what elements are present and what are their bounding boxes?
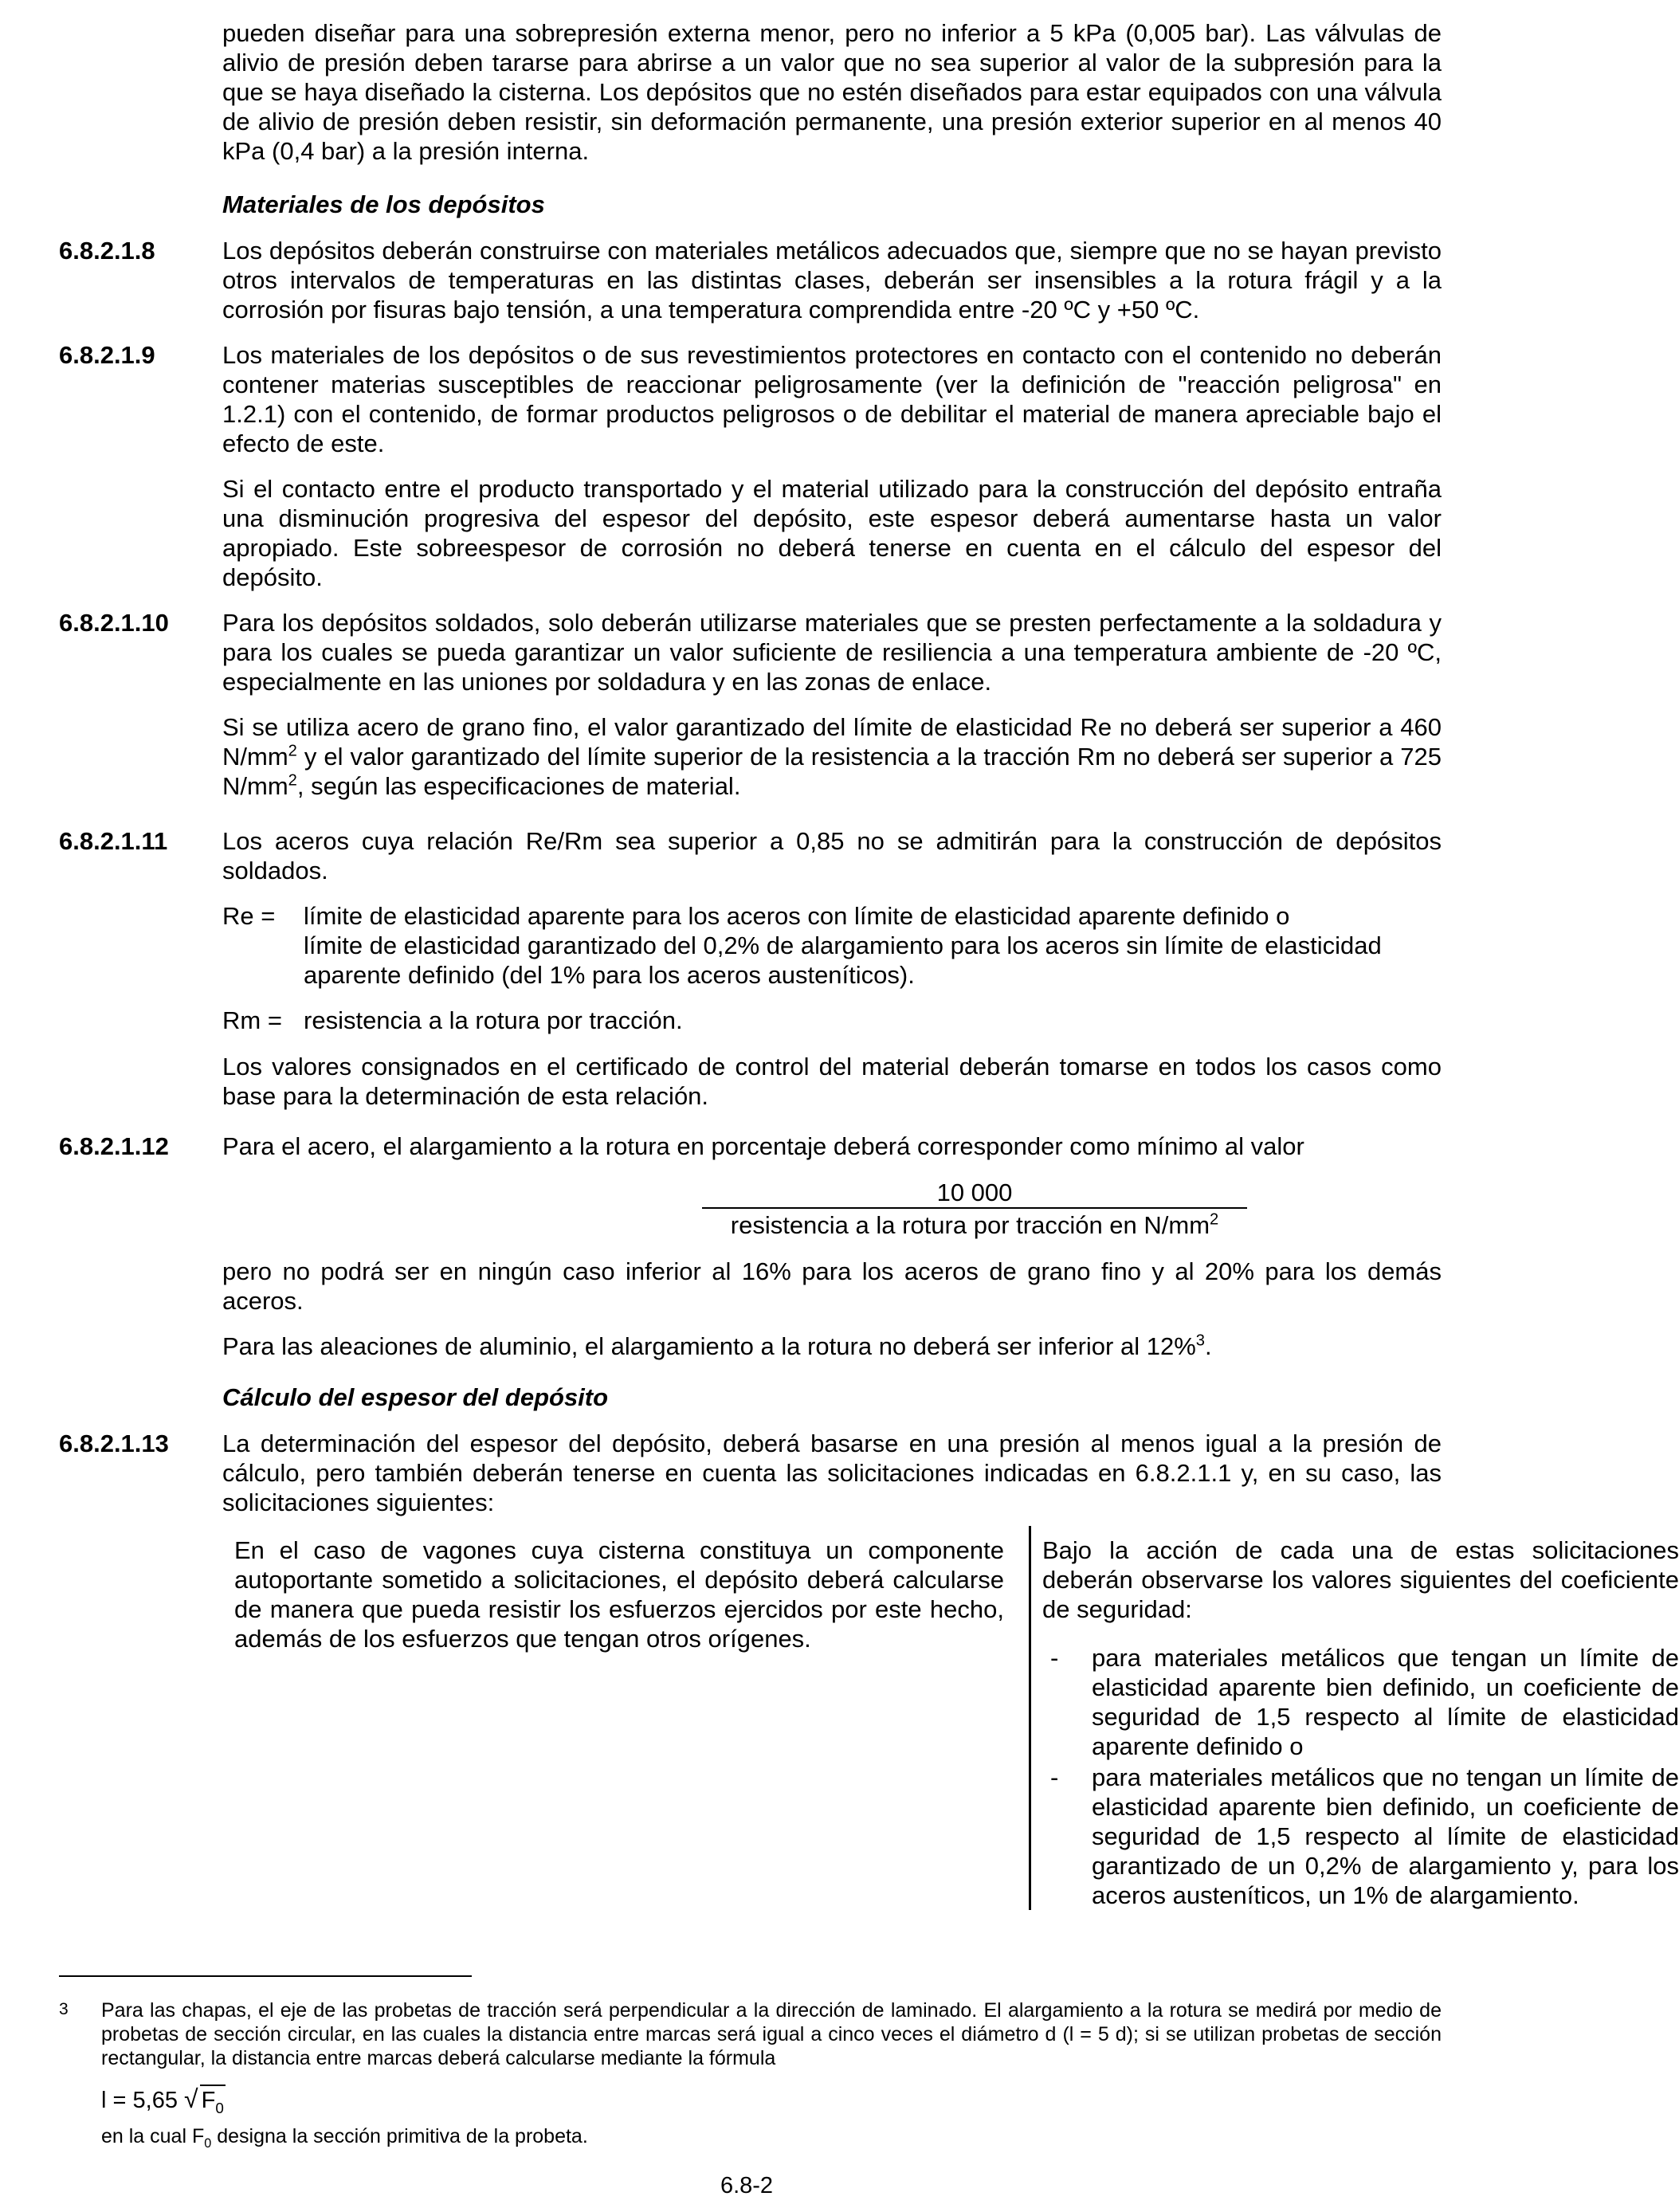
section-11-body-last bbox=[222, 1052, 1442, 1111]
section-heading-materiales: Materiales de los depósitos bbox=[222, 190, 545, 218]
section-10-p2-part-c: , según las especificaciones de material. bbox=[296, 772, 741, 800]
definition-term-rm: Rm = bbox=[222, 1006, 282, 1034]
footnote-tail-b: designa la sección primitiva de la probeta. bbox=[211, 2125, 588, 2147]
bullet-dash: - bbox=[1050, 1644, 1059, 1672]
section-10-paragraph-2 bbox=[222, 712, 1442, 801]
section-12-paragraph-3 bbox=[222, 1332, 1442, 1361]
section-10-p2-part-a: Si se utiliza acero de grano fino, el valor garantizado del límite de elasticidad Re no deberá ser superior a 460 N/mm bbox=[222, 713, 1442, 771]
section-10-paragraph-1: Para los depósitos soldados, solo deberán utilizarse materiales que se presten perfectamente a la soldadura y para los cuales se pueda garantizar un valor suficiente de resiliencia a una temperatura ambiente de -20 ºC, especialmente en las uniones por soldadura y en las zonas de enlace. bbox=[222, 609, 1442, 696]
solicitations-two-column-block bbox=[222, 1526, 1679, 1910]
formula-radicand-symbol: F bbox=[201, 2088, 216, 2113]
square-root-icon: √ bbox=[184, 2085, 198, 2113]
section-10-p2-sup-1: 2 bbox=[288, 742, 297, 760]
section-10-p2-sup-2: 2 bbox=[288, 771, 297, 790]
section-10-body bbox=[222, 608, 1442, 696]
fraction-numerator: 10 000 bbox=[702, 1178, 1247, 1209]
section-9-paragraph-2: Si el contacto entre el producto transportado y el material utilizado para la construcción del depósito entraña una disminución progresiva del espesor del depósito, este espesor deberá aumentarse hasta un valor apropiado. Este sobreespesor de corrosión no deberá tenerse en cuenta en el cálculo del espesor del depósito. bbox=[222, 475, 1442, 591]
footnote-reference-3[interactable]: 3 bbox=[1195, 1332, 1205, 1350]
section-8-body bbox=[222, 236, 1442, 324]
left-column-text: En el caso de vagones cuya cisterna constituya un componente autoportante sometido a solicitaciones, el depósito deberá calcularse de manera que pueda resistir los esfuerzos ejercidos por este hecho, además de los esfuerzos que tengan otros orígenes. bbox=[234, 1536, 1004, 1653]
footnote-tail bbox=[101, 2124, 588, 2151]
section-12-p3-text: Para las aleaciones de aluminio, el alargamiento a la rotura no deberá ser inferior al 12% bbox=[222, 1332, 1196, 1360]
gauge-length-formula bbox=[101, 2085, 226, 2116]
footnote-number: 3 bbox=[59, 2000, 69, 2018]
formula-radicand-sub: 0 bbox=[215, 2099, 224, 2116]
column-divider bbox=[1029, 1526, 1031, 1910]
right-column bbox=[1042, 1535, 1679, 1909]
page-number: 6.8-2 bbox=[720, 2173, 774, 2198]
bullet-text: para materiales metálicos que tengan un límite de elasticidad aparente bien definido, un coeficiente de seguridad de 1,5 respecto al límite de elasticidad aparente definido o bbox=[1092, 1644, 1679, 1760]
bullet-dash: - bbox=[1050, 1763, 1059, 1791]
section-10-p2-part-b: y el valor garantizado del límite superior de la resistencia a la tracción Rm no deberá ser superior a 725 N/mm bbox=[222, 743, 1442, 800]
section-13-paragraph-1: La determinación del espesor del depósito, deberá basarse en una presión al menos igual a la presión de cálculo, pero también deberán tenerse en cuenta las solicitaciones indicadas en 6.8.2.1.1 y, en su caso, las solicitaciones siguientes: bbox=[222, 1430, 1442, 1516]
elongation-fraction bbox=[222, 1178, 1442, 1241]
section-11-body bbox=[222, 826, 1442, 885]
section-number-10: 6.8.2.1.10 bbox=[59, 609, 169, 637]
bullet-text: para materiales metálicos que no tengan un límite de elasticidad aparente bien definido, un coeficiente de seguridad de 1,5 respecto al límite de elasticidad garantizado de un 0,2% de alargamiento y, para los aceros austeníticos, un 1% de alargamiento. bbox=[1092, 1763, 1679, 1909]
section-10-body-2 bbox=[222, 712, 1442, 801]
footnote-text: Para las chapas, el eje de las probetas de tracción será perpendicular a la dirección de laminado. El alargamiento a la rotura se medirá por medio de probetas de sección circular, en las cuales la distancia entre marcas será igual a cinco veces el diámetro d (l = 5 d); si se utilizan probetas de sección rectangular, la distancia entre marcas deberá calcularse mediante la fórmula bbox=[101, 1999, 1442, 2069]
footnote-tail-a: en la cual F bbox=[101, 2125, 205, 2147]
section-9-body bbox=[222, 340, 1442, 458]
definition-term-re: Re = bbox=[222, 902, 276, 930]
footnote-separator bbox=[59, 1975, 472, 1977]
section-number-12: 6.8.2.1.12 bbox=[59, 1132, 169, 1160]
section-number-9: 6.8.2.1.9 bbox=[59, 341, 155, 369]
fraction-denominator-sup: 2 bbox=[1210, 1210, 1219, 1229]
fraction-denominator-text: resistencia a la rotura por tracción en N/mm bbox=[730, 1211, 1210, 1239]
section-11-paragraph-1: Los aceros cuya relación Re/Rm sea superior a 0,85 no se admitirán para la construcción de depósitos soldados. bbox=[222, 827, 1442, 884]
left-column bbox=[234, 1535, 1004, 1653]
footnote-tail-sub: 0 bbox=[204, 2136, 212, 2151]
section-11-paragraph-last: Los valores consignados en el certificado de control del material deberán tomarse en todos los casos como base para la determinación de esta relación. bbox=[222, 1053, 1442, 1110]
heading-calculo-block bbox=[222, 1382, 1442, 1412]
heading-materiales-block bbox=[222, 190, 1442, 219]
section-12-body-2 bbox=[222, 1257, 1442, 1316]
section-number-13: 6.8.2.1.13 bbox=[59, 1430, 169, 1457]
intro-paragraph-block bbox=[222, 18, 1442, 166]
intro-paragraph: pueden diseñar para una sobrepresión externa menor, pero no inferior a 5 kPa (0,005 bar). Las válvulas de alivio de presión deben tararse para abrirse a un valor que no sea superior al valor de la subpresión para la que se haya diseñado la cisterna. Los depósitos que no estén diseñados para estar equipados con una válvula de alivio de presión deben resistir, sin deformación permanente, una presión exterior superior en al menos 40 kPa (0,4 bar) a la presión interna. bbox=[222, 19, 1442, 165]
section-9-paragraph-1: Los materiales de los depósitos o de sus revestimientos protectores en contacto con el contenido no deberán contener materias susceptibles de reaccionar peligrosamente (ver la definición de "reacción peligrosa" en 1.2.1) con el contenido, de formar productos peligrosos o de debilitar el material de manera apreciable bajo el efecto de este. bbox=[222, 341, 1442, 457]
section-8-text: Los depósitos deberán construirse con materiales metálicos adecuados que, siempre que no se hayan previsto otros intervalos de temperaturas en las distintas clases, deberán ser insensibles a la rotura frágil y a la corrosión por fisuras bajo tensión, a una temperatura comprendida entre -20 ºC y +50 ºC. bbox=[222, 237, 1442, 324]
formula-lhs: l bbox=[101, 2088, 107, 2113]
section-number-8: 6.8.2.1.8 bbox=[59, 237, 155, 265]
formula-radicand bbox=[200, 2085, 226, 2116]
section-12-p3-end: . bbox=[1204, 1332, 1212, 1360]
section-12-body bbox=[222, 1131, 1442, 1161]
section-12-paragraph-1: Para el acero, el alargamiento a la rotura en porcentaje deberá corresponder como mínimo al valor bbox=[222, 1132, 1304, 1160]
definition-re-line-2: límite de elasticidad garantizado del 0,2% de alargamiento para los aceros sin límite de elasticidad aparente definido (del 1% para los aceros austeníticos). bbox=[304, 931, 1382, 989]
section-number-11: 6.8.2.1.11 bbox=[59, 827, 168, 855]
definition-re-line-1: límite de elasticidad aparente para los aceros con límite de elasticidad aparente definido o bbox=[304, 902, 1290, 930]
section-12-body-3 bbox=[222, 1332, 1442, 1361]
definition-rm-text: resistencia a la rotura por tracción. bbox=[304, 1006, 683, 1034]
fraction-denominator bbox=[702, 1210, 1247, 1240]
right-column-intro: Bajo la acción de cada una de estas solicitaciones deberán observarse los valores siguientes del coeficiente de seguridad: bbox=[1042, 1536, 1679, 1623]
formula-coefficient: 5,65 bbox=[132, 2088, 178, 2113]
formula-equals: = bbox=[112, 2088, 127, 2113]
section-9-body-2 bbox=[222, 474, 1442, 592]
section-13-body bbox=[222, 1429, 1442, 1517]
section-12-paragraph-2: pero no podrá ser en ningún caso inferior al 16% para los aceros de grano fino y al 20% para los demás aceros. bbox=[222, 1257, 1442, 1315]
section-heading-calculo: Cálculo del espesor del depósito bbox=[222, 1383, 609, 1411]
